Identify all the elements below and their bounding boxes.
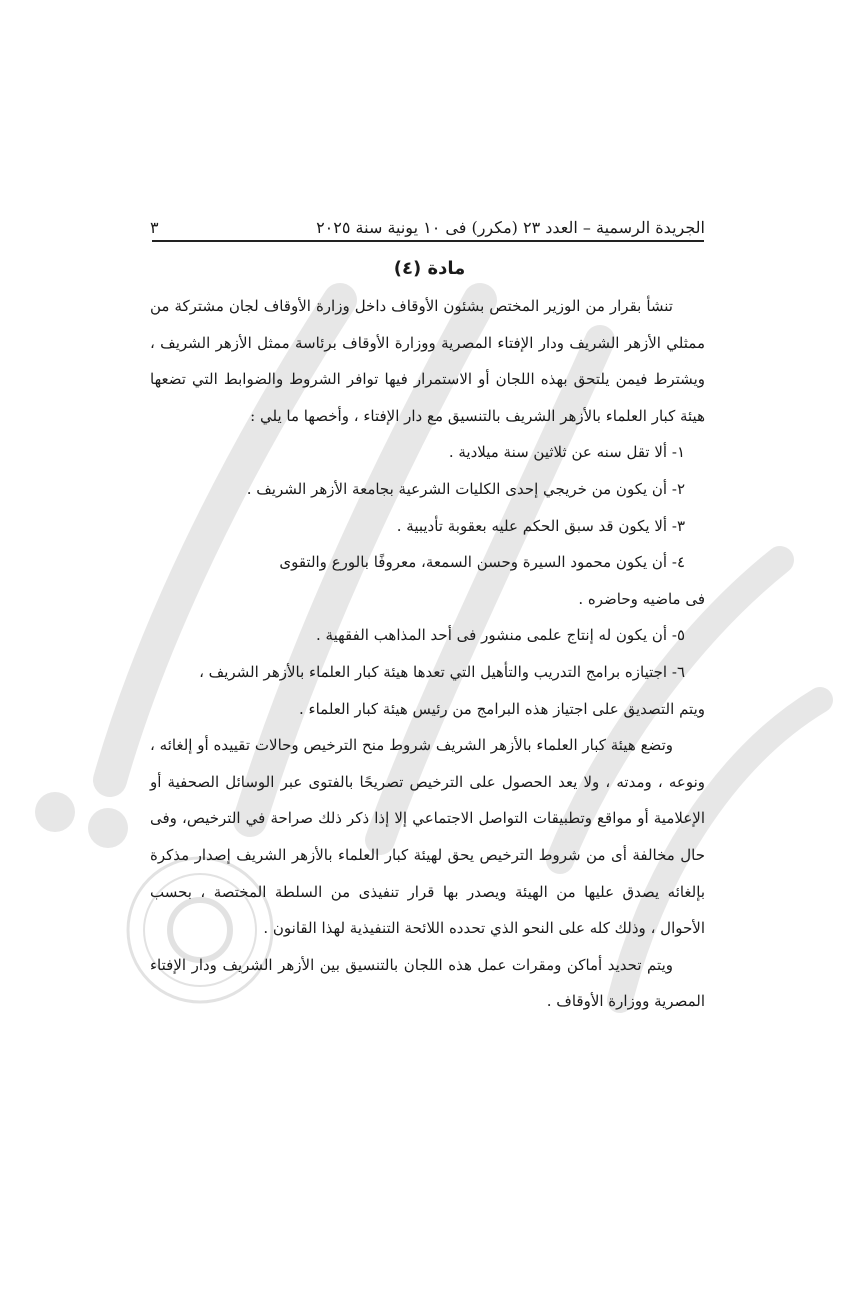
list-item-continuation: ويتم التصديق على اجتياز هذه البرامج من رئيس هيئة كبار العلماء . bbox=[298, 699, 705, 718]
text-line: ودار الإفتاء المصرية ووزارة الأوقاف . bbox=[150, 955, 705, 1011]
text-line: اللائحة التنفيذية لهذا القانون . bbox=[263, 919, 445, 938]
list-item: ٦- اجتيازه برامج التدريب والتأهيل التي تعدها هيئة كبار العلماء بالأزهر الشريف ، bbox=[199, 662, 685, 681]
article-body bbox=[150, 288, 705, 1020]
list-item: ٣- ألا يكون قد سبق الحكم عليه بعقوبة تأديبية . bbox=[396, 516, 685, 535]
list-item: ٢- أن يكون من خريجي إحدى الكليات الشرعية بجامعة الأزهر الشريف . bbox=[246, 479, 685, 498]
intro-paragraph bbox=[150, 288, 705, 434]
text-line: تنفيذى من السلطة المختصة ، بحسب الأحوال ، وذلك كله على النحو الذي تحدده bbox=[150, 882, 705, 938]
list-item: ٥- أن يكون له إنتاج علمى منشور فى أحد المذاهب الفقهية . bbox=[316, 626, 685, 645]
page-number: ٣ bbox=[150, 218, 159, 237]
page-header bbox=[150, 203, 705, 237]
text-line: الوسائل الصحفية أو الإعلامية أو مواقع وتطبيقات التواصل الاجتماعي إلا إذا ذكر ذلك bbox=[150, 772, 705, 828]
header-divider bbox=[152, 240, 704, 242]
article-title: مادة (٤) bbox=[393, 258, 466, 279]
text-line: تنشأ بقرار من الوزير المختص بشئون الأوقاف داخل وزارة الأوقاف bbox=[263, 297, 673, 315]
locations-paragraph bbox=[150, 947, 705, 1020]
list-item-continuation: فى ماضيه وحاضره . bbox=[578, 589, 705, 608]
text-line: لجان مشتركة من ممثلي الأزهر الشريف ودار الإفتاء المصرية ووزارة الأوقاف bbox=[150, 297, 705, 352]
text-line: صراحة في الترخيص، وفى حال مخالفة أى من شروط الترخيص يحق لهيئة كبار bbox=[150, 809, 705, 864]
text-line: مع دار الإفتاء ، وأخصها ما يلي : bbox=[250, 406, 444, 425]
list-item: ١- ألا تقل سنه عن ثلاثين سنة ميلادية . bbox=[448, 443, 685, 462]
text-line: وتضع هيئة كبار العلماء بالأزهر الشريف شروط منح الترخيص وحالات تقييده bbox=[213, 736, 673, 755]
list-item: ٤- أن يكون محمود السيرة وحسن السمعة، معروفًا بالورع والتقوى bbox=[279, 553, 685, 572]
text-line: العلماء بالأزهر الشريف إصدار مذكرة بإلغائه يصدق عليها من الهيئة ويصدر بها قرار bbox=[150, 845, 705, 901]
publication-title: الجريدة الرسمية – العدد ٢٣ (مكرر) فى ١٠ يونية سنة ٢٠٢٥ bbox=[316, 218, 705, 237]
text-line: فيها توافر الشروط والضوابط التي تضعها هيئة كبار العلماء بالأزهر الشريف بالتنسيق bbox=[150, 370, 705, 425]
text-line: برئاسة ممثل الأزهر الشريف ، ويشترط فيمن يلتحق بهذه اللجان أو الاستمرار bbox=[150, 333, 705, 389]
text-line: أو إلغائه ، ونوعه ، ومدته ، ولا يعد الحصول على الترخيص تصريحًا بالفتوى عبر bbox=[150, 736, 706, 791]
license-paragraph bbox=[150, 727, 705, 947]
text-line: ويتم تحديد أماكن ومقرات عمل هذه اللجان بالتنسيق بين الأزهر الشريف bbox=[222, 955, 673, 974]
